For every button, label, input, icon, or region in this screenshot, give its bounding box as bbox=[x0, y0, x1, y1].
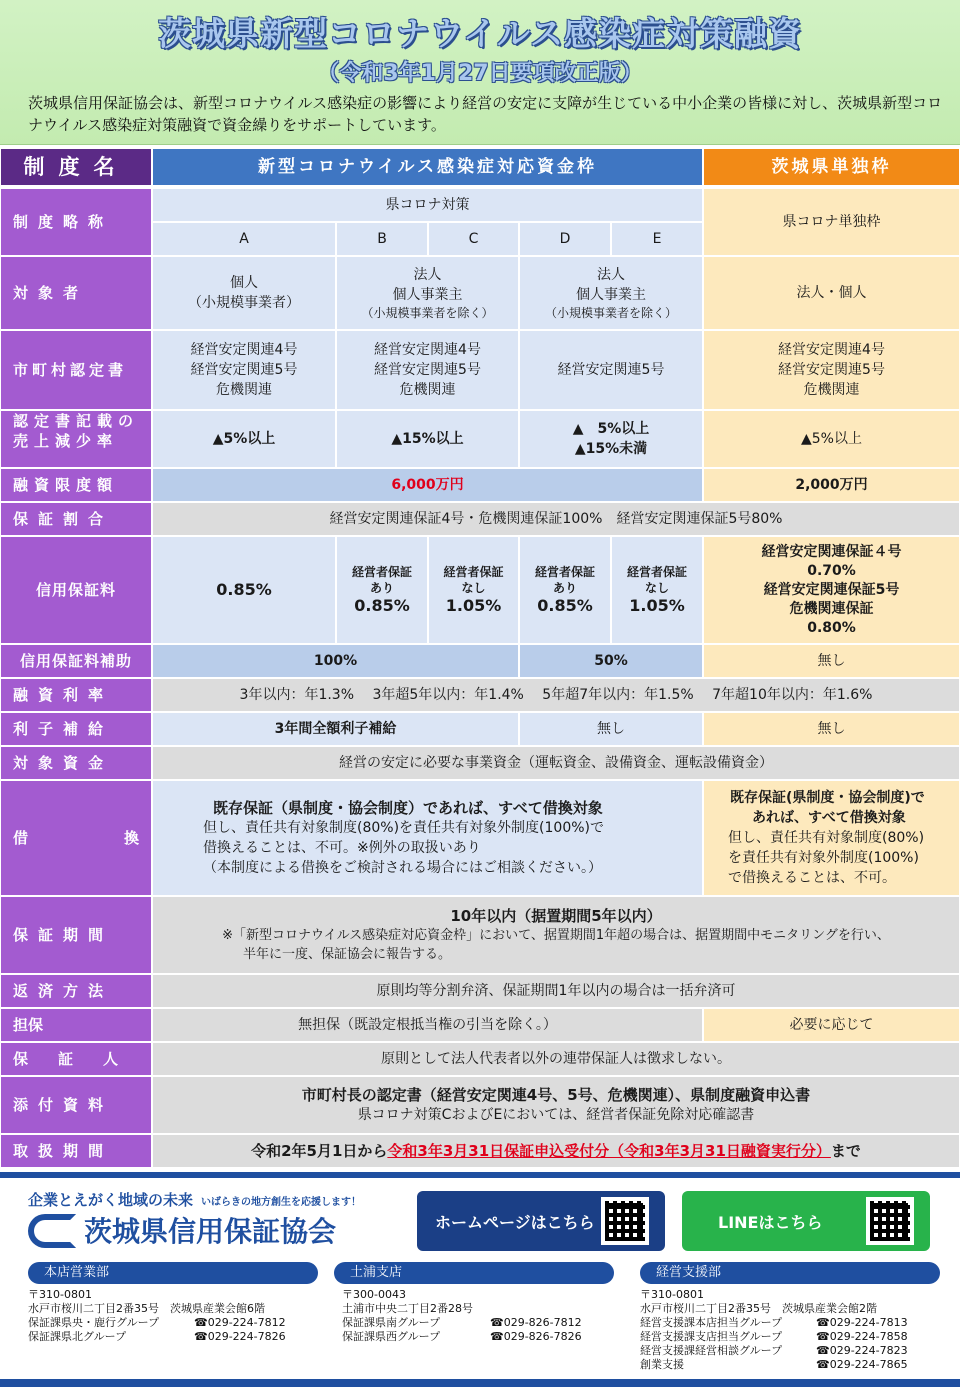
branch-honten-addr: 水戸市桜川二丁目2番35号 茨城県産業会館6階 bbox=[28, 1302, 265, 1315]
phone-label: 保証課県西グループ bbox=[342, 1330, 441, 1343]
fee-subsidy-abc: 100% bbox=[152, 644, 519, 678]
target-ibaraki: 法人・個人 bbox=[703, 256, 960, 330]
abbr-a: A bbox=[152, 222, 336, 256]
fee-ibaraki-line1: 経営安定関連保証４号 bbox=[761, 543, 902, 560]
target-a-line1: 個人 bbox=[230, 275, 258, 291]
line-button[interactable] bbox=[682, 1191, 930, 1251]
term-deadline: 令和3年3月31日保証申込受付分（令和3年3月31日融資実行分） bbox=[387, 1142, 831, 1160]
abbr-corona: 県コロナ対策 bbox=[152, 188, 703, 222]
fee-a: 0.85% bbox=[152, 536, 336, 644]
refinance-corona-line1: 既存保証（県制度・協会制度）であれば、すべて借換対象 bbox=[213, 799, 603, 817]
page-title: 茨城県新型コロナウイルス感染症対策融資 bbox=[157, 14, 803, 53]
phone-number: ☎029-826-7826 bbox=[490, 1330, 582, 1343]
abbr-c: C bbox=[428, 222, 519, 256]
header-banner bbox=[0, 0, 960, 145]
branch-keiei-line bbox=[640, 1316, 958, 1330]
phone-number: ☎029-224-7865 bbox=[816, 1358, 908, 1371]
fee-ibaraki-line5: 0.80% bbox=[807, 619, 856, 636]
phone-label: 経営支援課支店担当グループ bbox=[640, 1330, 783, 1343]
line-qr-icon bbox=[866, 1197, 914, 1245]
fee-c-head: 経営者保証 bbox=[443, 565, 504, 579]
decline-de bbox=[519, 410, 703, 468]
target-bc-line1: 法人 bbox=[413, 267, 442, 283]
docs-line2: 県コロナ対策CおよびEにおいては、経営者保証免除対応確認書 bbox=[357, 1107, 755, 1123]
target-a bbox=[152, 256, 336, 330]
fee-b-sub: あり bbox=[369, 581, 394, 595]
homepage-qr-icon bbox=[601, 1197, 649, 1245]
fee-subsidy-de: 50% bbox=[519, 644, 703, 678]
refinance-ibaraki bbox=[703, 780, 960, 896]
interest-ibaraki: 無し bbox=[703, 712, 960, 746]
phone-number: ☎029-224-7858 bbox=[816, 1330, 908, 1343]
target-bc bbox=[336, 256, 519, 330]
fee-ibaraki-line2: 0.70% bbox=[807, 562, 856, 579]
branch-tsuchiura-addr: 土浦市中央二丁目2番28号 bbox=[342, 1302, 473, 1315]
line-label: LINEはこちら bbox=[718, 1212, 823, 1232]
target-a-line2: （小規模事業者） bbox=[188, 295, 300, 311]
fee-e-head: 経営者保証 bbox=[626, 565, 687, 579]
refinance-ibaraki-line5: で借換えることは、不可。 bbox=[728, 870, 896, 886]
branch-tsuchiura-zip: 〒300-0043 bbox=[342, 1288, 406, 1301]
funds-value: 経営の安定に必要な事業資金（運転資金、設備資金、運転設備資金） bbox=[152, 746, 960, 780]
intro-text: 茨城県信用保証協会は、新型コロナウイルス感染症の影響により経営の安定に支障が生じている中小企業の皆様に対し、茨城県新型コロナウイルス感染症対策融資で資金繰りをサポートしています。 bbox=[28, 94, 943, 134]
target-bc-line2: 個人事業主 bbox=[392, 287, 463, 303]
cert-a-line2: 経営安定関連5号 bbox=[190, 362, 298, 378]
cert-ibaraki bbox=[703, 330, 960, 410]
org-logo-icon bbox=[28, 1214, 76, 1248]
decline-a: ▲5%以上 bbox=[152, 410, 336, 468]
guarantor-value: 原則として法人代表者以外の連帯保証人は徴求しない。 bbox=[152, 1042, 960, 1076]
period-line2: ※「新型コロナウイルス感染症対応資金枠」において、据置期間1年超の場合は、据置期間中モニタリングを行い、 bbox=[222, 928, 890, 943]
branch-keiei bbox=[640, 1288, 958, 1372]
decline-ibaraki: ▲5%以上 bbox=[703, 410, 960, 468]
cert-bc-line2: 経営安定関連5号 bbox=[374, 362, 481, 378]
phone-label: 保証課県央・鹿行グループ bbox=[28, 1316, 160, 1329]
branch-keiei-zip: 〒310-0801 bbox=[640, 1288, 704, 1301]
period-value bbox=[152, 896, 960, 974]
row-label-fee: 信用保証料 bbox=[0, 536, 152, 644]
target-de-line1: 法人 bbox=[597, 267, 625, 283]
footer-slogan bbox=[28, 1189, 361, 1210]
row-label-cert: 市町村認定書 bbox=[0, 330, 152, 410]
fee-ibaraki-line3: 経営安定関連保証5号 bbox=[763, 581, 900, 598]
rate-value: 3年以内：年1.3% 3年超5年以内：年1.4% 5年超7年以内：年1.5% 7年超10年以内：年1.6% bbox=[152, 678, 960, 712]
row-label-decline bbox=[0, 410, 152, 468]
row-label-collateral: 担保 bbox=[0, 1008, 152, 1042]
cert-de: 経営安定関連5号 bbox=[519, 330, 703, 410]
abbr-b: B bbox=[336, 222, 428, 256]
abbr-d: D bbox=[519, 222, 611, 256]
target-de bbox=[519, 256, 703, 330]
col-head-corona: 新型コロナウイルス感染症対応資金枠 bbox=[152, 148, 703, 186]
homepage-label: ホームページはこちら bbox=[435, 1212, 595, 1232]
target-de-line3: （小規模事業者を除く） bbox=[544, 306, 677, 320]
collateral-corona: 無担保（既設定根抵当権の引当を除く。） bbox=[152, 1008, 703, 1042]
docs-value bbox=[152, 1076, 960, 1134]
cert-bc-line1: 経営安定関連4号 bbox=[374, 342, 481, 358]
row-label-limit: 融資限度額 bbox=[0, 468, 152, 502]
interest-de: 無し bbox=[519, 712, 703, 746]
branch-tsuchiura-line bbox=[342, 1330, 632, 1344]
phone-label: 経営支援課本店担当グループ bbox=[640, 1316, 783, 1329]
target-de-line2: 個人事業主 bbox=[576, 287, 646, 303]
fee-d-head: 経営者保証 bbox=[534, 565, 595, 579]
branch-head-honten: 本店営業部 bbox=[28, 1262, 318, 1284]
decline-label-line2: 売上減少率 bbox=[13, 432, 119, 450]
refinance-ibaraki-line1: 既存保証(県制度・協会制度)で bbox=[730, 790, 925, 806]
fee-c bbox=[428, 536, 519, 644]
phone-number: ☎029-224-7826 bbox=[194, 1330, 286, 1343]
docs-line1: 市町村長の認定書（経営安定関連4号、5号、危機関連）、県制度融資申込書 bbox=[301, 1086, 811, 1104]
limit-corona: 6,000万円 bbox=[152, 468, 703, 502]
phone-number: ☎029-224-7823 bbox=[816, 1344, 908, 1357]
row-label-refinance bbox=[0, 780, 152, 896]
cert-a bbox=[152, 330, 336, 410]
term-value bbox=[152, 1134, 960, 1168]
row-label-target: 対象者 bbox=[0, 256, 152, 330]
cert-a-line1: 経営安定関連4号 bbox=[190, 342, 298, 358]
row-label-docs: 添付資料 bbox=[0, 1076, 152, 1134]
slogan-main: 企業とえがく地域の未来 bbox=[28, 1191, 194, 1209]
phone-label: 経営支援課経営相談グループ bbox=[640, 1344, 783, 1357]
fee-ibaraki-line4: 危機関連保証 bbox=[789, 600, 874, 617]
refinance-label-2: 換 bbox=[123, 829, 139, 847]
limit-ibaraki: 2,000万円 bbox=[703, 468, 960, 502]
term-start: 令和2年5月1日から bbox=[251, 1142, 388, 1160]
branch-head-tsuchiura: 土浦支店 bbox=[334, 1262, 614, 1284]
fee-e-value: 1.05% bbox=[629, 596, 685, 615]
refinance-ibaraki-line2: あれば、すべて借換対象 bbox=[752, 810, 906, 826]
fee-b-value: 0.85% bbox=[354, 596, 410, 615]
row-label-funds: 対象資金 bbox=[0, 746, 152, 780]
fee-ibaraki bbox=[703, 536, 960, 644]
row-label-guarantor: 保証人 bbox=[0, 1042, 152, 1076]
fee-b-head: 経営者保証 bbox=[351, 565, 412, 579]
ratio-value: 経営安定関連保証4号・危機関連保証100% 経営安定関連保証5号80% bbox=[152, 502, 960, 536]
col-head-ibaraki: 茨城県単独枠 bbox=[703, 148, 960, 186]
branch-keiei-line bbox=[640, 1344, 958, 1358]
period-line1: 10年以内（据置期間5年以内） bbox=[450, 907, 662, 925]
decline-de-line1: ▲ 5%以上 bbox=[572, 421, 650, 437]
branch-honten-line bbox=[28, 1316, 328, 1330]
refinance-ibaraki-line4: を責任共有対象外制度(100%) bbox=[728, 850, 919, 866]
row-label-term: 取扱期間 bbox=[0, 1134, 152, 1168]
phone-number: ☎029-224-7813 bbox=[816, 1316, 908, 1329]
footer-bottom-bar bbox=[0, 1379, 960, 1387]
branch-keiei-addr: 水戸市桜川二丁目2番35号 茨城県産業会館2階 bbox=[640, 1302, 877, 1315]
abbr-ibaraki: 県コロナ単独枠 bbox=[703, 188, 960, 256]
fee-d-sub: あり bbox=[552, 581, 577, 595]
abbr-e: E bbox=[611, 222, 703, 256]
refinance-corona bbox=[152, 780, 703, 896]
fee-subsidy-ibaraki: 無し bbox=[703, 644, 960, 678]
branch-tsuchiura bbox=[342, 1288, 632, 1344]
loan-table bbox=[0, 148, 960, 1168]
decline-de-line2: ▲15%未満 bbox=[574, 441, 648, 457]
fee-b bbox=[336, 536, 428, 644]
interest-abc: 3年間全額利子補給 bbox=[152, 712, 519, 746]
col-head-name: 制度名 bbox=[0, 148, 152, 186]
target-bc-line3: （小規模事業者を除く） bbox=[361, 306, 494, 320]
refinance-corona-line3: 借換えることは、不可。※例外の取扱いあり bbox=[203, 840, 481, 856]
branch-tsuchiura-line bbox=[342, 1316, 632, 1330]
row-label-rate: 融資利率 bbox=[0, 678, 152, 712]
branch-keiei-line bbox=[640, 1358, 958, 1372]
collateral-ibaraki: 必要に応じて bbox=[703, 1008, 960, 1042]
phone-label: 保証課県南グループ bbox=[342, 1316, 441, 1329]
cert-bc-line3: 危機関連 bbox=[399, 382, 456, 398]
refinance-label-1: 借 bbox=[13, 829, 29, 847]
term-suffix: まで bbox=[830, 1142, 861, 1160]
page-subtitle: （令和3年1月27日要項改正版） bbox=[317, 61, 643, 86]
fee-e bbox=[611, 536, 703, 644]
decline-bc: ▲15%以上 bbox=[336, 410, 519, 468]
cert-ibaraki-line3: 危機関連 bbox=[803, 382, 860, 398]
row-label-ratio: 保証割合 bbox=[0, 502, 152, 536]
branch-honten-zip: 〒310-0801 bbox=[28, 1288, 92, 1301]
row-label-fee-subsidy: 信用保証料補助 bbox=[0, 644, 152, 678]
row-label-repay: 返済方法 bbox=[0, 974, 152, 1008]
cert-ibaraki-line1: 経営安定関連4号 bbox=[778, 342, 885, 358]
fee-c-sub: なし bbox=[461, 581, 486, 595]
repay-value: 原則均等分割弁済、保証期間1年以内の場合は一括弁済可 bbox=[152, 974, 960, 1008]
row-label-interest: 利子補給 bbox=[0, 712, 152, 746]
period-line3: 半年に一度、保証協会に報告する。 bbox=[243, 947, 452, 962]
fee-d bbox=[519, 536, 611, 644]
refinance-corona-line2: 但し、責任共有対象制度(80%)を責任共有対象外制度(100%)で bbox=[203, 820, 604, 836]
fee-c-value: 1.05% bbox=[445, 596, 502, 615]
slogan-sub: いばらきの地方創生を応援します！ bbox=[201, 1197, 362, 1208]
branch-keiei-line bbox=[640, 1330, 958, 1344]
phone-label: 創業支援 bbox=[640, 1358, 684, 1371]
fee-e-sub: なし bbox=[644, 581, 669, 595]
fee-d-value: 0.85% bbox=[537, 596, 593, 615]
phone-label: 保証課県北グループ bbox=[28, 1330, 127, 1343]
refinance-corona-line4: （本制度による借換をご検討される場合にはご相談ください。） bbox=[203, 860, 602, 876]
cert-ibaraki-line2: 経営安定関連5号 bbox=[778, 362, 885, 378]
row-label-period: 保証期間 bbox=[0, 896, 152, 974]
phone-number: ☎029-826-7812 bbox=[490, 1316, 582, 1329]
branch-honten-line bbox=[28, 1330, 328, 1344]
row-label-abbr: 制度略称 bbox=[0, 188, 152, 256]
cert-bc bbox=[336, 330, 519, 410]
footer-top-bar bbox=[0, 1172, 960, 1178]
branch-head-keiei: 経営支援部 bbox=[640, 1262, 940, 1284]
org-name: 茨城県信用保証協会 bbox=[84, 1215, 337, 1248]
cert-a-line3: 危機関連 bbox=[216, 382, 272, 398]
homepage-button[interactable] bbox=[417, 1191, 665, 1251]
refinance-ibaraki-line3: 但し、責任共有対象制度(80%) bbox=[728, 830, 925, 846]
branch-honten bbox=[28, 1288, 328, 1344]
phone-number: ☎029-224-7812 bbox=[194, 1316, 286, 1329]
decline-label-line1: 認定書記載の bbox=[13, 412, 140, 430]
